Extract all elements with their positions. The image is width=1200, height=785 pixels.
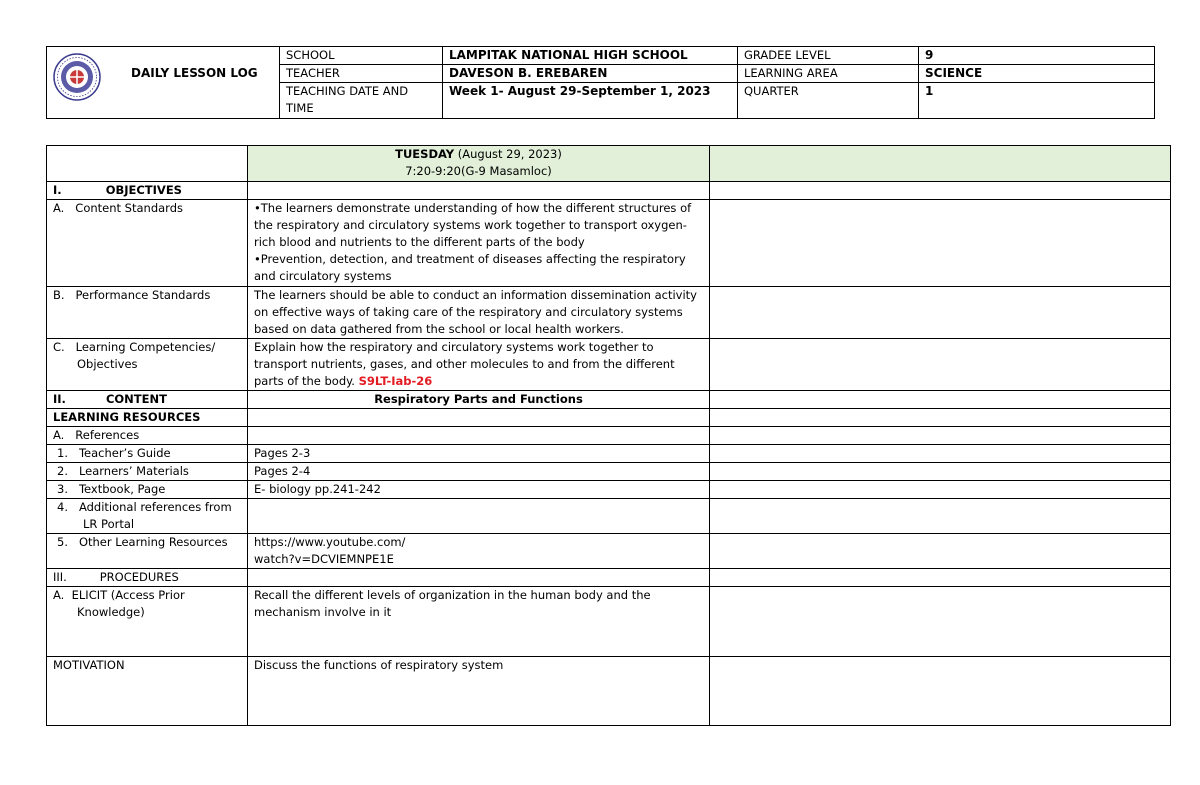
empty-cell (710, 481, 1171, 499)
competencies-label-line: C. Learning Competencies/ (53, 340, 216, 354)
other-resources-value (248, 534, 710, 569)
empty-cell (710, 463, 1171, 481)
day-line (254, 146, 703, 163)
area-label: LEARNING AREA (738, 65, 919, 83)
perf-std-line: based on data gathered from the school or local health workers. (254, 322, 624, 336)
empty-cell (710, 445, 1171, 463)
learners-materials-value: Pages 2-4 (248, 463, 710, 481)
other-resources-link[interactable]: https://www.youtube.com/ (254, 535, 406, 549)
date-value: Week 1- August 29-September 1, 2023 (443, 83, 738, 119)
teacher-label: TEACHER (280, 65, 443, 83)
perf-std-line: on effective ways of taking care of the respiratory and circulatory systems (254, 305, 683, 319)
date-label-line-2: TIME (286, 101, 314, 115)
other-resources-link[interactable]: watch?v=DCVIEMNPE1E (254, 552, 394, 566)
elicit-line: mechanism involve in it (254, 605, 392, 619)
elicit-label-line: A. ELICIT (Access Prior (53, 588, 185, 602)
content-standards-value (248, 200, 710, 287)
textbook-label: 3. Textbook, Page (47, 481, 248, 499)
elicit-label-line: Knowledge) (77, 605, 145, 619)
motivation-value: Discuss the functions of respiratory system (248, 657, 710, 726)
competency-text: parts of the body. (254, 374, 355, 388)
empty-cell (248, 499, 710, 534)
grade-label: GRADEE LEVEL (738, 47, 919, 65)
blank-day-header (710, 146, 1171, 182)
school-value: LAMPITAK NATIONAL HIGH SCHOOL (443, 47, 738, 65)
content-std-line: •The learners demonstrate understanding of how the different structures of (254, 201, 692, 215)
empty-cell (710, 534, 1171, 569)
quarter-label: QUARTER (738, 83, 919, 119)
additional-references-line: LR Portal (83, 517, 135, 531)
empty-cell (710, 569, 1171, 587)
day-header (248, 146, 710, 182)
empty-cell (710, 182, 1171, 200)
school-label: SCHOOL (280, 47, 443, 65)
competency-code: S9LT-Iab-26 (358, 374, 433, 388)
document-title: DAILY LESSON LOG (131, 66, 258, 80)
day-time: 7:20-9:20(G-9 Masamloc) (405, 164, 552, 178)
competencies-label (47, 339, 248, 391)
empty-cell (710, 427, 1171, 445)
content-label: II. CONTENT (47, 391, 248, 409)
empty-cell (710, 287, 1171, 339)
other-resources-label: 5. Other Learning Resources (47, 534, 248, 569)
empty-cell (710, 409, 1171, 427)
grade-value: 9 (919, 47, 1155, 65)
additional-references-line: 4. Additional references from (57, 500, 232, 514)
motivation-label: MOTIVATION (47, 657, 248, 726)
performance-standards-label: B. Performance Standards (47, 287, 248, 339)
quarter-value: 1 (919, 83, 1155, 119)
header-table (46, 46, 1155, 119)
textbook-value: E- biology pp.241-242 (248, 481, 710, 499)
competencies-value (248, 339, 710, 391)
empty-cell (710, 499, 1171, 534)
day-date: (August 29, 2023) (457, 147, 562, 161)
logo-title-cell (47, 47, 280, 119)
content-std-line: •Prevention, detection, and treatment of diseases affecting the respiratory (254, 252, 686, 266)
learners-materials-label: 2. Learners’ Materials (47, 463, 248, 481)
empty-cell (710, 339, 1171, 391)
procedures-label: III. PROCEDURES (47, 569, 248, 587)
empty-cell (710, 391, 1171, 409)
competency-line: Explain how the respiratory and circulatory systems work together to (254, 340, 654, 354)
elicit-label (47, 587, 248, 657)
additional-references-label (47, 499, 248, 534)
performance-standards-value (248, 287, 710, 339)
competency-line: transport nutrients, gases, and other molecules to and from the different (254, 357, 675, 371)
empty-cell (248, 409, 710, 427)
empty-cell (710, 587, 1171, 657)
date-label (280, 83, 443, 119)
content-std-line: rich blood and nutrients to the different parts of the body (254, 235, 585, 249)
content-std-line: the respiratory and circulatory systems work together to transport oxygen- (254, 218, 687, 232)
competency-line (254, 373, 703, 390)
learning-resources-label: LEARNING RESOURCES (47, 409, 248, 427)
competencies-label-line: Objectives (77, 357, 138, 371)
objectives-label: I. OBJECTIVES (47, 182, 248, 200)
perf-std-line: The learners should be able to conduct an information dissemination activity (254, 288, 697, 302)
teacher-value: DAVESON B. EREBAREN (443, 65, 738, 83)
elicit-line: Recall the different levels of organization in the human body and the (254, 588, 651, 602)
empty-cell (248, 569, 710, 587)
blank-header-cell (47, 146, 248, 182)
lesson-table (46, 145, 1171, 726)
elicit-value (248, 587, 710, 657)
empty-cell (248, 427, 710, 445)
teachers-guide-value: Pages 2-3 (248, 445, 710, 463)
area-value: SCIENCE (919, 65, 1155, 83)
content-std-line: and circulatory systems (254, 269, 392, 283)
date-label-line-1: TEACHING DATE AND (286, 84, 409, 98)
empty-cell (248, 182, 710, 200)
content-value: Respiratory Parts and Functions (248, 391, 710, 409)
references-label: A. References (47, 427, 248, 445)
empty-cell (710, 657, 1171, 726)
content-standards-label: A. Content Standards (47, 200, 248, 287)
teachers-guide-label: 1. Teacher’s Guide (47, 445, 248, 463)
day-name: TUESDAY (395, 147, 455, 161)
deped-seal-icon (53, 53, 101, 101)
empty-cell (710, 200, 1171, 287)
